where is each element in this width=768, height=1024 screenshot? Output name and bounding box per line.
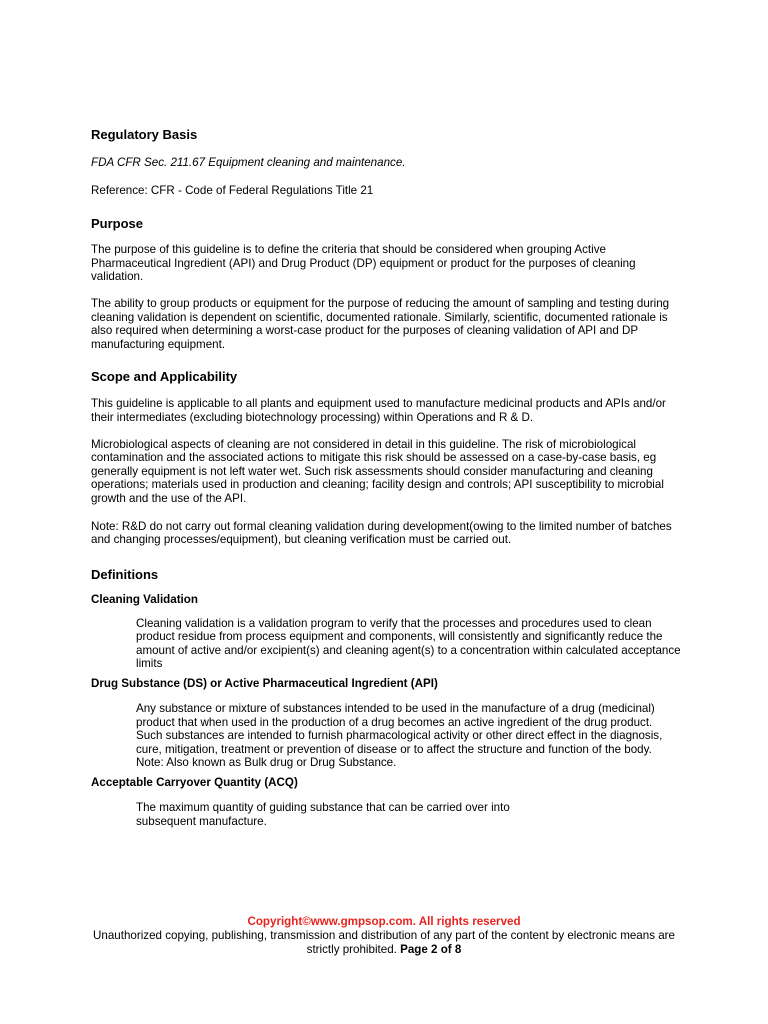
footer-notice-line — [89, 929, 679, 957]
document-body — [91, 127, 681, 828]
purpose-heading: Purpose — [91, 216, 144, 232]
regulatory-reference-line: Reference: CFR - Code of Federal Regulations Title 21 — [91, 183, 374, 197]
scope-heading: Scope and Applicability — [91, 369, 238, 385]
definition-term: Cleaning Validation — [91, 592, 198, 606]
definition-text: Cleaning validation is a validation program to verify that the processes and procedures used to clean product residue from process equipment and components, will consistently and significantly reduce the amount of active and/or excipient(s) and cleaning agent(s) to a concentration within calculated acceptance limits — [136, 616, 681, 671]
definition-term: Drug Substance (DS) or Active Pharmaceutical Ingredient (API) — [91, 677, 438, 691]
scope-note-paragraph: Note: R&D do not carry out formal cleaning validation during development(owing to the limited number of batches and changing processes/equipment), but cleaning verification must be carried out. — [91, 519, 672, 547]
definition-term: Acceptable Carryover Quantity (ACQ) — [91, 776, 298, 790]
purpose-paragraph: The ability to group products or equipment for the purpose of reducing the amount of sampling and testing during cleaning validation is dependent on scientific, documented rationale. Similarly, scientific, documented rationale is also required when determining a worst-case product for the purposes of cleaning validation of API and DP manufacturing equipment. — [91, 296, 670, 351]
definition-text: The maximum quantity of guiding substance that can be carried over into subsequent manufacture. — [136, 801, 510, 828]
regulatory-basis-heading: Regulatory Basis — [91, 127, 198, 142]
footer-notice-text: Unauthorized copying, publishing, transmission and distribution of any part of the content by electronic means are strictly prohibited. — [93, 929, 675, 956]
page-number: Page 2 of 8 — [400, 943, 462, 956]
copyright-notice: Copyright©www.gmpsop.com. All rights reserved — [247, 915, 521, 928]
scope-paragraph: Microbiological aspects of cleaning are not considered in detail in this guideline. The risk of microbiological contamination and the associated actions to mitigate this risk should be assessed on a case-by-case basis, eg generally equipment is not left water wet. Such risk assessments should consider manufacturing and cleaning operations; materials used in production and cleaning; facility design and controls; API susceptibility to microbial growth and the use of the API. — [91, 437, 664, 505]
page-footer — [0, 915, 768, 957]
definitions-heading: Definitions — [91, 566, 159, 582]
purpose-paragraph: The purpose of this guideline is to define the criteria that should be considered when grouping Active Pharmaceutical Ingredient (API) and Drug Product (DP) equipment or product for the purposes of cleaning validation. — [91, 243, 636, 284]
scope-paragraph: This guideline is applicable to all plants and equipment used to manufacture medicinal products and APIs and/or their intermediates (excluding biotechnology processing) within Operations and R & D. — [91, 397, 666, 424]
regulatory-cfr-line: FDA CFR Sec. 211.67 Equipment cleaning and maintenance. — [91, 156, 406, 169]
definition-text: Any substance or mixture of substances intended to be used in the manufacture of a drug (medicinal) product that when used in the production of a drug becomes an active ingredient of the drug product. Such substances are intended to furnish pharmacological activity or other direct effect in the diagnosis, cure, mitigation, treatment or prevention of disease or to affect the structure and function of the body. Note: Also known as Bulk drug or Drug Substance. — [136, 702, 663, 770]
